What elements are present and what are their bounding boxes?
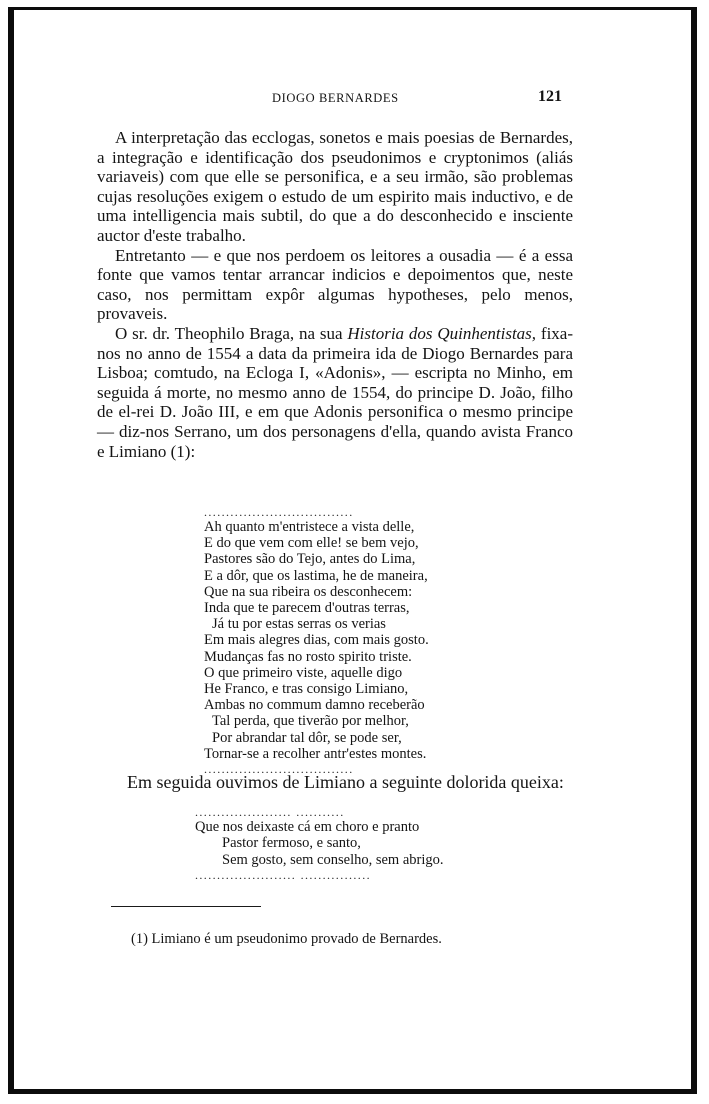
paragraph-3: [97, 324, 573, 461]
paragraph-3-text-a: O sr. dr. Theophilo Braga, na sua: [115, 323, 348, 343]
verse-line: Ambas no commum damno receberão: [204, 697, 425, 714]
ellipsis-dots-top: ..................................: [204, 505, 354, 519]
paragraph-2-text: Entretanto — e que nos perdoem os leitores a ousadia — é a essa fonte que vamos tentar arrancar indicios e depoimentos que, neste caso, nos permittam expôr algumas hypotheses, pelo menos, provaveis.: [97, 245, 573, 324]
verse-line: Tal perda, que tiverão por melhor,: [212, 713, 409, 730]
verse-line: Ah quanto m'entristece a vista delle,: [204, 519, 415, 535]
verse-line: Tornar-se a recolher antr'estes montes.: [204, 745, 427, 762]
paragraph-1-text: A interpretação das ecclogas, sonetos e mais poesias de Bernardes, a integração e identificação dos pseudonimos e cryptonimos (aliás variaveis) com que elle se personifica, e a seu irmão, são problemas cujas resoluções exigem o estudo de um espirito mais inductivo, e de uma intelligencia mais subtil, do que a do desconhecido e insciente auctor d'este trabalho.: [97, 128, 573, 245]
footnote-rule: [111, 906, 261, 907]
verse-line: Sem gosto, sem conselho, sem abrigo.: [222, 851, 444, 868]
paragraph-1: [97, 128, 573, 246]
ellipsis-dots-top: ...................... ...........: [195, 805, 345, 819]
footnote: (1) Limiano é um pseudonimo provado de Bernardes.: [131, 931, 442, 947]
verse-line: He Franco, e tras consigo Limiano,: [204, 681, 409, 698]
intro-sentence: Em seguida ouvimos de Limiano a seguinte dolorida queixa:: [127, 772, 564, 792]
verse-line: Por abrandar tal dôr, se pode ser,: [212, 729, 402, 746]
running-title: DIOGO BERNARDES: [272, 91, 399, 105]
body-text: [97, 128, 573, 461]
page-header: [0, 88, 709, 111]
book-title: Historia dos Quinhentistas,: [347, 323, 537, 343]
verse-line: E a dôr, que os lastima, he de maneira,: [204, 567, 428, 584]
page-number: 121: [538, 88, 562, 105]
ellipsis-dots-bottom: ..................................: [204, 762, 354, 777]
ellipsis-dots-bottom: ....................... ................: [195, 868, 371, 883]
verse-line: O que primeiro viste, aquelle digo: [204, 664, 403, 681]
verse-line: Em mais alegres dias, com mais gosto.: [204, 632, 429, 649]
verse-line: Mudanças fas no rosto spirito triste.: [204, 648, 412, 665]
verse-line: Pastor fermoso, e santo,: [222, 835, 361, 852]
paragraph-2: [97, 246, 573, 324]
verse-line: Que nos deixaste cá em choro e pranto: [195, 819, 420, 835]
verse-line: Inda que te parecem d'outras terras,: [204, 600, 410, 617]
verse-line: Já tu por estas serras os verias: [212, 616, 386, 633]
verse-line: E do que vem com elle! se bem vejo,: [204, 535, 419, 552]
paragraph-3-text-b: fixa-nos no anno de 1554 a data da primeira ida de Diogo Bernardes para Lisboa; comtudo, na Ecloga I, «Adonis», — escripta no Minho, em seguida á morte, no mesmo anno de 1554, do principe D. João, filho de el-rei D. João III, e em que Adonis personifica o mesmo principe — diz-nos Serrano, um dos personagens d'ella, quando avista Franco e Limiano (1):: [97, 323, 573, 461]
verse-line: Que na sua ribeira os desconhecem:: [204, 583, 413, 600]
verse-quote-2: [195, 805, 495, 882]
verse-quote-1: [204, 505, 494, 776]
verse-line: Pastores são do Tejo, antes do Lima,: [204, 551, 416, 568]
